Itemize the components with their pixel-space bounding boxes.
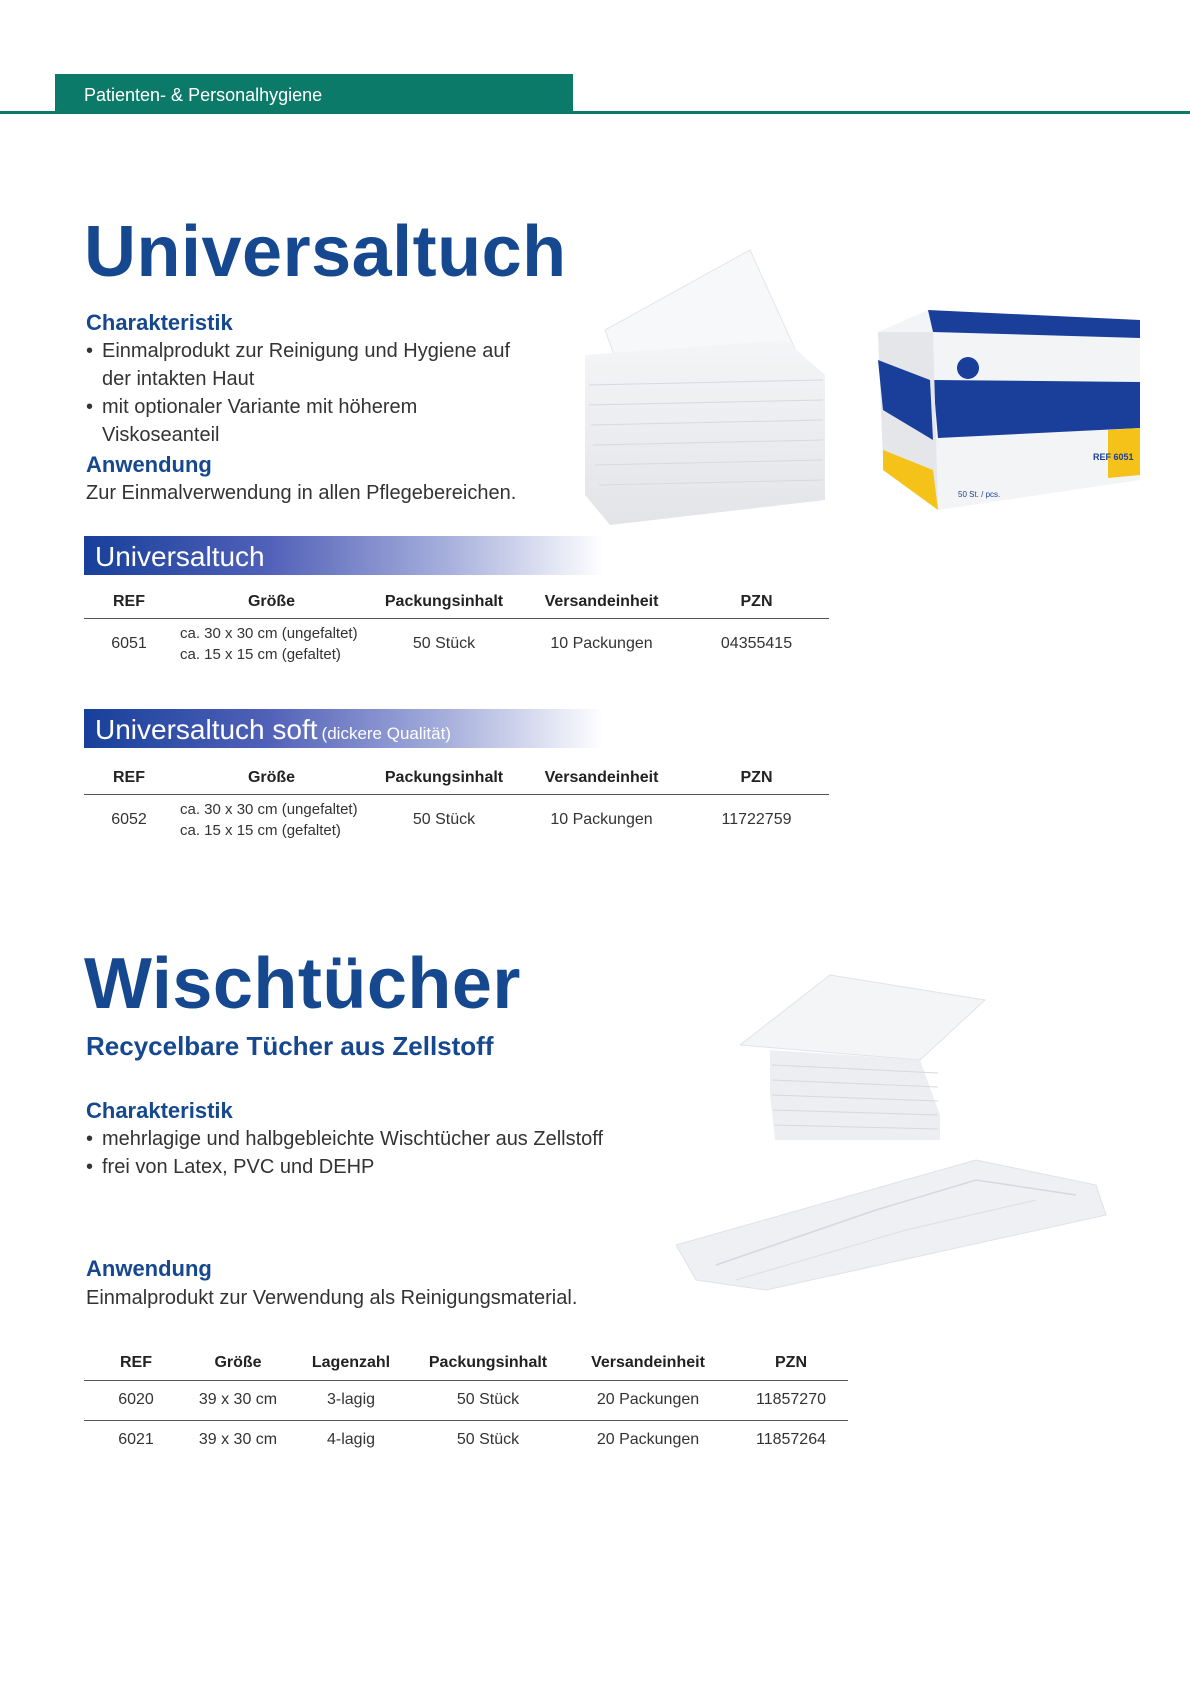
box-count-label: 50 St. / pcs. xyxy=(958,490,1001,499)
column-header-content: Packungsinhalt xyxy=(414,1346,562,1380)
cell-layers: 3-lagig xyxy=(288,1380,414,1420)
wischtuecher-characteristics-list xyxy=(86,1125,606,1181)
column-header-size: Größe xyxy=(174,586,369,618)
size-unfolded: ca. 30 x 30 cm (ungefaltet) xyxy=(180,625,358,643)
column-header-unit: Versandeinheit xyxy=(562,1346,734,1380)
universaltuch-soft-table-band xyxy=(84,709,604,748)
column-header-pzn: PZN xyxy=(684,586,829,618)
wischtuecher-table xyxy=(84,1346,848,1460)
column-header-unit: Versandeinheit xyxy=(519,586,684,618)
cell-unit: 20 Packungen xyxy=(562,1380,734,1420)
column-header-size: Größe xyxy=(174,762,369,794)
cell-layers: 4-lagig xyxy=(326,1431,376,1449)
cell-content: 50 Stück xyxy=(456,1431,520,1449)
table-row xyxy=(84,794,829,846)
column-header-content: Packungsinhalt xyxy=(369,586,519,618)
column-header-unit: Versandeinheit xyxy=(519,762,684,794)
box-ref-label: REF 6051 xyxy=(1093,452,1134,462)
column-header-pzn: PZN xyxy=(734,1346,848,1380)
size-folded: ca. 15 x 15 cm (gefaltet) xyxy=(180,646,341,664)
column-header-pzn: PZN xyxy=(684,762,829,794)
list-item: • mehrlagige und halbgebleichte Wischtücher aus Zellstoff xyxy=(86,1125,606,1153)
cell-ref: 6051 xyxy=(111,635,147,653)
universaltuch-characteristics-list xyxy=(86,337,526,449)
table-header-row xyxy=(84,762,829,794)
size-folded: ca. 15 x 15 cm (gefaltet) xyxy=(180,822,341,840)
wischtuecher-stack-image xyxy=(740,965,990,1150)
universaltuch-application-text: Zur Einmalverwendung in allen Pflegebereichen. xyxy=(86,482,517,504)
list-item: • mit optionaler Variante mit höherem Viskoseanteil xyxy=(86,393,526,449)
band-note: (dickere Qualität) xyxy=(321,724,451,743)
cell-pzn: 11857264 xyxy=(756,1431,826,1449)
universaltuch-soft-table xyxy=(84,762,829,846)
wischtuecher-title: Wischtücher xyxy=(84,944,521,1024)
cell-ref: 6052 xyxy=(111,811,147,829)
table-row xyxy=(84,1420,848,1460)
wischtuecher-unfolded-image xyxy=(676,1140,1116,1300)
column-header-layers: Lagenzahl xyxy=(288,1346,414,1380)
cell-pzn: 11857270 xyxy=(734,1380,848,1420)
cell-size xyxy=(174,794,369,846)
cell-pzn: 04355415 xyxy=(720,635,793,653)
cell-content: 50 Stück xyxy=(412,635,476,653)
cell-content: 50 Stück xyxy=(412,811,476,829)
band-title xyxy=(95,714,451,746)
wischtuecher-characteristics-heading: Charakteristik xyxy=(86,1098,233,1123)
cell-ref: 6020 xyxy=(84,1380,188,1420)
table-header-row xyxy=(84,1346,848,1380)
column-header-content: Packungsinhalt xyxy=(369,762,519,794)
wischtuecher-application-heading: Anwendung xyxy=(86,1256,212,1281)
cell-unit: 10 Packungen xyxy=(550,811,653,829)
band-title: Universaltuch xyxy=(95,541,265,572)
table-header-row xyxy=(84,586,829,618)
section-label: Patienten- & Personalhygiene xyxy=(84,85,323,105)
universaltuch-characteristics-heading: Charakteristik xyxy=(86,310,233,335)
cell-size: 39 x 30 cm xyxy=(198,1431,278,1449)
cell-unit: 20 Packungen xyxy=(596,1431,700,1449)
universaltuch-application-heading: Anwendung xyxy=(86,452,212,477)
universaltuch-table xyxy=(84,586,829,670)
list-item: • Einmalprodukt zur Reinigung und Hygiene auf der intakten Haut xyxy=(86,337,526,393)
cell-size: 39 x 30 cm xyxy=(188,1380,288,1420)
list-item: • frei von Latex, PVC und DEHP xyxy=(86,1153,606,1181)
cell-ref: 6021 xyxy=(118,1431,154,1449)
cell-unit: 10 Packungen xyxy=(550,635,653,653)
universaltuch-stack-image xyxy=(585,245,835,530)
universaltuch-box-image xyxy=(878,310,1140,515)
wischtuecher-application-text: Einmalprodukt zur Verwendung als Reinigungsmaterial. xyxy=(86,1287,578,1309)
cell-size xyxy=(174,618,369,670)
column-header-ref: REF xyxy=(84,762,174,794)
universaltuch-title: Universaltuch xyxy=(84,212,567,292)
brand-logo-icon xyxy=(957,357,979,379)
table-row xyxy=(84,618,829,670)
section-tab xyxy=(55,74,573,113)
column-header-ref: REF xyxy=(84,586,174,618)
cell-pzn: 11722759 xyxy=(721,811,792,829)
size-unfolded: ca. 30 x 30 cm (ungefaltet) xyxy=(180,801,358,819)
column-header-ref: REF xyxy=(84,1346,188,1380)
band-title-text: Universaltuch soft xyxy=(95,714,318,745)
cell-content: 50 Stück xyxy=(414,1380,562,1420)
wischtuecher-subtitle: Recycelbare Tücher aus Zellstoff xyxy=(86,1031,494,1061)
table-row xyxy=(84,1380,848,1420)
box-main-band xyxy=(933,380,1140,438)
column-header-size: Größe xyxy=(188,1346,288,1380)
universaltuch-table-band xyxy=(84,536,604,575)
